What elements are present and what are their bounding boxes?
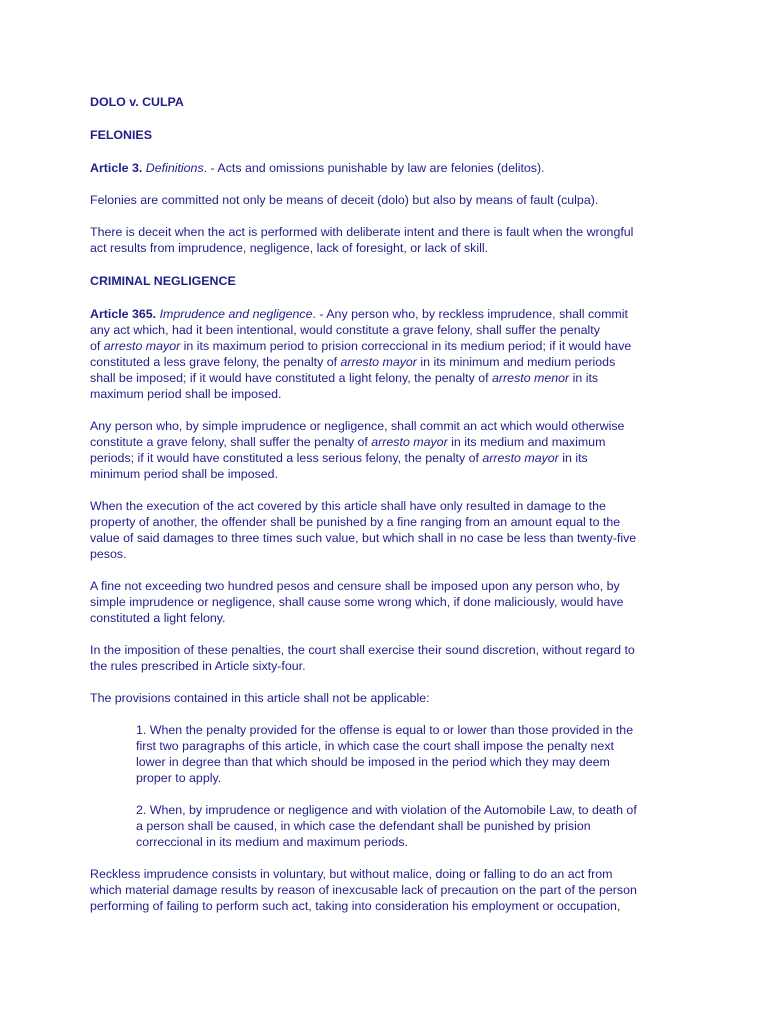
text-line: 1. When the penalty provided for the offense is equal to or lower than those provided in the bbox=[136, 723, 634, 737]
text-span: in its minimum and medium periods bbox=[416, 355, 616, 369]
emphasis-text: arresto mayor bbox=[371, 435, 448, 449]
text-span: in its maximum period to prision correccional in its medium period; if it would have bbox=[180, 339, 632, 353]
text-span: shall be imposed; if it would have constituted a light felony, the penalty of bbox=[90, 371, 493, 385]
text-line: a person shall be caused, in which case the defendant shall be punished by prision bbox=[136, 819, 591, 833]
court-discretion-paragraph bbox=[90, 642, 678, 674]
section-heading-felonies: FELONIES bbox=[90, 128, 152, 142]
text-line: There is deceit when the act is performed with deliberate intent and there is fault when the wrongful bbox=[90, 225, 634, 239]
fine-censure-paragraph bbox=[90, 578, 678, 626]
article-3-paragraph bbox=[90, 160, 678, 176]
exception-item-1 bbox=[136, 722, 678, 786]
text-line: any act which, had it been intentional, would constitute a grave felony, shall suffer the penalty bbox=[90, 323, 600, 337]
text-span: . - Any person who, by reckless imprudence, shall commit bbox=[312, 307, 628, 321]
text-line: In the imposition of these penalties, the court shall exercise their sound discretion, without regard to bbox=[90, 643, 635, 657]
text-span: of bbox=[90, 339, 104, 353]
text-line: which material damage results by reason of inexcusable lack of precaution on the part of the person bbox=[90, 883, 637, 897]
article-365-label: Article 365. bbox=[90, 307, 157, 321]
article-3-label: Article 3. bbox=[90, 161, 143, 175]
text-line: maximum period shall be imposed. bbox=[90, 387, 282, 401]
text-line: lower in degree than that which should be imposed in the period which they may deem bbox=[136, 755, 610, 769]
text-line: performing of failing to perform such act, taking into consideration his employment or occupation, bbox=[90, 899, 621, 913]
article-365-paragraph bbox=[90, 306, 678, 402]
text-line: minimum period shall be imposed. bbox=[90, 467, 279, 481]
text-line: constituted a light felony. bbox=[90, 611, 226, 625]
text-line: property of another, the offender shall be punished by a fine ranging from an amount equal to the bbox=[90, 515, 621, 529]
text-line: Any person who, by simple imprudence or negligence, shall commit an act which would otherwise bbox=[90, 419, 625, 433]
text-line: When the execution of the act covered by this article shall have only resulted in damage to the bbox=[90, 499, 606, 513]
article-3-text: . - Acts and omissions punishable by law are felonies (delitos). bbox=[203, 161, 545, 175]
text-span: periods; if it would have constituted a less serious felony, the penalty of bbox=[90, 451, 483, 465]
text-span: in its bbox=[569, 371, 599, 385]
text-line: simple imprudence or negligence, shall cause some wrong which, if done maliciously, would have bbox=[90, 595, 624, 609]
text-line: correccional in its medium and maximum periods. bbox=[136, 835, 409, 849]
document-title: DOLO v. CULPA bbox=[90, 95, 184, 109]
text-line: the rules prescribed in Article sixty-four. bbox=[90, 659, 306, 673]
text-line bbox=[90, 338, 678, 354]
article-3-title: Definitions bbox=[145, 161, 204, 175]
text-line: pesos. bbox=[90, 547, 127, 561]
simple-imprudence-paragraph bbox=[90, 418, 678, 482]
deceit-fault-paragraph bbox=[90, 224, 678, 256]
text-span: in its bbox=[558, 451, 588, 465]
emphasis-text: arresto mayor bbox=[340, 355, 417, 369]
property-damage-paragraph bbox=[90, 498, 678, 562]
exception-item-2 bbox=[136, 802, 678, 850]
text-line bbox=[90, 306, 678, 322]
text-line: A fine not exceeding two hundred pesos and censure shall be imposed upon any person who, by bbox=[90, 579, 620, 593]
article-365-title: Imprudence and negligence bbox=[159, 307, 313, 321]
emphasis-text: arresto mayor bbox=[103, 339, 181, 353]
text-line bbox=[90, 434, 678, 450]
text-line: first two paragraphs of this article, in which case the court shall impose the penalty next bbox=[136, 739, 614, 753]
reckless-imprudence-paragraph bbox=[90, 866, 678, 914]
text-line: Reckless imprudence consists in voluntary, but without malice, doing or falling to do an act from bbox=[90, 867, 613, 881]
text-line: proper to apply. bbox=[136, 771, 222, 785]
text-line: 2. When, by imprudence or negligence and with violation of the Automobile Law, to death of bbox=[136, 803, 637, 817]
section-heading-criminal-negligence: CRIMINAL NEGLIGENCE bbox=[90, 274, 236, 288]
felonies-paragraph: Felonies are committed not only be means of deceit (dolo) but also by means of fault (culpa). bbox=[90, 193, 599, 207]
not-applicable-paragraph: The provisions contained in this article shall not be applicable: bbox=[90, 691, 430, 705]
text-line: act results from imprudence, negligence, lack of foresight, or lack of skill. bbox=[90, 241, 489, 255]
text-span: in its medium and maximum bbox=[447, 435, 606, 449]
emphasis-text: arresto mayor bbox=[482, 451, 559, 465]
text-line bbox=[90, 370, 678, 386]
text-span: constituted a less grave felony, the penalty of bbox=[90, 355, 341, 369]
text-line bbox=[90, 450, 678, 466]
text-line bbox=[90, 354, 678, 370]
text-span: constitute a grave felony, shall suffer the penalty of bbox=[90, 435, 372, 449]
text-line: value of said damages to three times such value, but which shall in no case be less than twenty-five bbox=[90, 531, 637, 545]
emphasis-text: arresto menor bbox=[492, 371, 570, 385]
